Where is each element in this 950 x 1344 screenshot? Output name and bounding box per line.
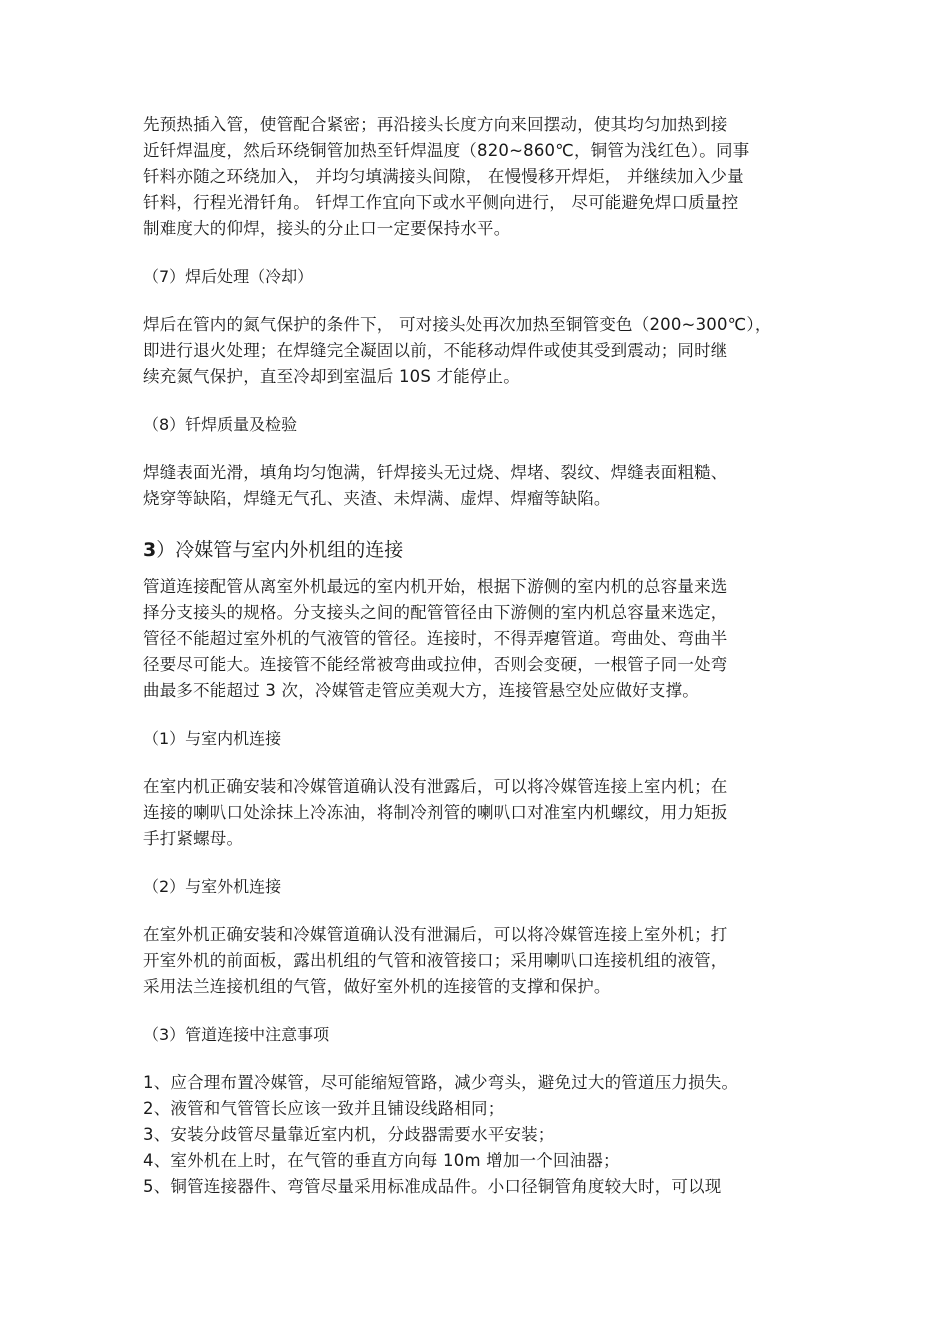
text-line: 在室外机正确安装和冷媒管道确认没有泄漏后，可以将冷媒管连接上室外机；打 <box>143 925 728 944</box>
text-line: 手打紧螺母。 <box>143 829 244 848</box>
subheading-connection-notes: （3）管道连接中注意事项 <box>143 1025 330 1044</box>
paragraph-indoor-unit-connection <box>143 774 813 852</box>
notes-list <box>143 1070 813 1200</box>
subheading-indoor-unit-connection: （1）与室内机连接 <box>143 729 282 748</box>
text-line: 连接的喇叭口处涂抹上冷冻油，将制冷剂管的喇叭口对准室内机螺纹，用力矩扳 <box>143 803 728 822</box>
text-line: 开室外机的前面板，露出机组的气管和液管接口；采用喇叭口连接机组的液管， <box>143 951 728 970</box>
text-line: 钎料，行程光滑钎角。 钎焊工作宜向下或水平侧向进行， 尽可能避免焊口质量控 <box>143 193 739 212</box>
paragraph-pipe-connection <box>143 574 813 704</box>
paragraph-post-weld-treatment <box>143 312 813 390</box>
section-number: 3 <box>143 539 157 561</box>
section-heading-refrigerant-connection <box>143 536 813 564</box>
subheading-brazing-quality: （8）钎焊质量及检验 <box>143 415 298 434</box>
text-line: 曲最多不能超过 3 次，冷媒管走管应美观大方，连接管悬空处应做好支撑。 <box>143 681 699 700</box>
subheading-post-weld-treatment: （7）焊后处理（冷却） <box>143 267 314 286</box>
text-line: 焊后在管内的氮气保护的条件下， 可对接头处再次加热至铜管变色（200~300℃）， <box>143 315 772 334</box>
text-line: 即进行退火处理；在焊缝完全凝固以前，不能移动焊件或使其受到震动；同时继 <box>143 341 728 360</box>
text-line: 择分支接头的规格。分支接头之间的配管管径由下游侧的室内机总容量来选定， <box>143 603 728 622</box>
text-line: 制难度大的仰焊，接头的分止口一定要保持水平。 <box>143 219 511 238</box>
text-line: 焊缝表面光滑，填角均匀饱满，钎焊接头无过烧、焊堵、裂纹、焊缝表面粗糙、 <box>143 463 728 482</box>
paragraph-brazing-quality <box>143 460 813 512</box>
text-line: 在室内机正确安装和冷媒管道确认没有泄露后，可以将冷媒管连接上室内机；在 <box>143 777 728 796</box>
document-page <box>143 112 813 1200</box>
text-line: 续充氮气保护，直至冷却到室温后 10S 才能停止。 <box>143 367 520 386</box>
list-item: 3、安装分歧管尽量靠近室内机，分歧器需要水平安装； <box>143 1125 555 1144</box>
list-item: 2、液管和气管管长应该一致并且铺设线路相同； <box>143 1099 505 1118</box>
text-line: 钎料亦随之环绕加入， 并均匀填满接头间隙， 在慢慢移开焊炬， 并继续加入少量 <box>143 167 744 186</box>
text-line: 管道连接配管从离室外机最远的室内机开始，根据下游侧的室内机的总容量来选 <box>143 577 728 596</box>
paragraph-brazing-procedure <box>143 112 813 242</box>
text-line: 近钎焊温度，然后环绕铜管加热至钎焊温度（820~860℃，铜管为浅红色）。同事 <box>143 141 750 160</box>
list-item: 4、室外机在上时，在气管的垂直方向每 10m 增加一个回油器； <box>143 1151 620 1170</box>
text-line: 先预热插入管，使管配合紧密；再沿接头长度方向来回摆动，使其均匀加热到接 <box>143 115 728 134</box>
list-item: 5、铜管连接器件、弯管尽量采用标准成品件。小口径铜管角度较大时，可以现 <box>143 1177 722 1196</box>
text-line: 烧穿等缺陷，焊缝无气孔、夹渣、未焊满、虚焊、焊瘤等缺陷。 <box>143 489 611 508</box>
paragraph-outdoor-unit-connection <box>143 922 813 1000</box>
text-line: 管径不能超过室外机的气液管的管径。连接时，不得弄瘪管道。弯曲处、弯曲半 <box>143 629 728 648</box>
section-title: ）冷媒管与室内外机组的连接 <box>156 539 404 561</box>
text-line: 径要尽可能大。连接管不能经常被弯曲或拉伸，否则会变硬，一根管子同一处弯 <box>143 655 728 674</box>
list-item: 1、应合理布置冷媒管，尽可能缩短管路，减少弯头，避免过大的管道压力损失。 <box>143 1073 739 1092</box>
text-line: 采用法兰连接机组的气管，做好室外机的连接管的支撑和保护。 <box>143 977 611 996</box>
subheading-outdoor-unit-connection: （2）与室外机连接 <box>143 877 282 896</box>
